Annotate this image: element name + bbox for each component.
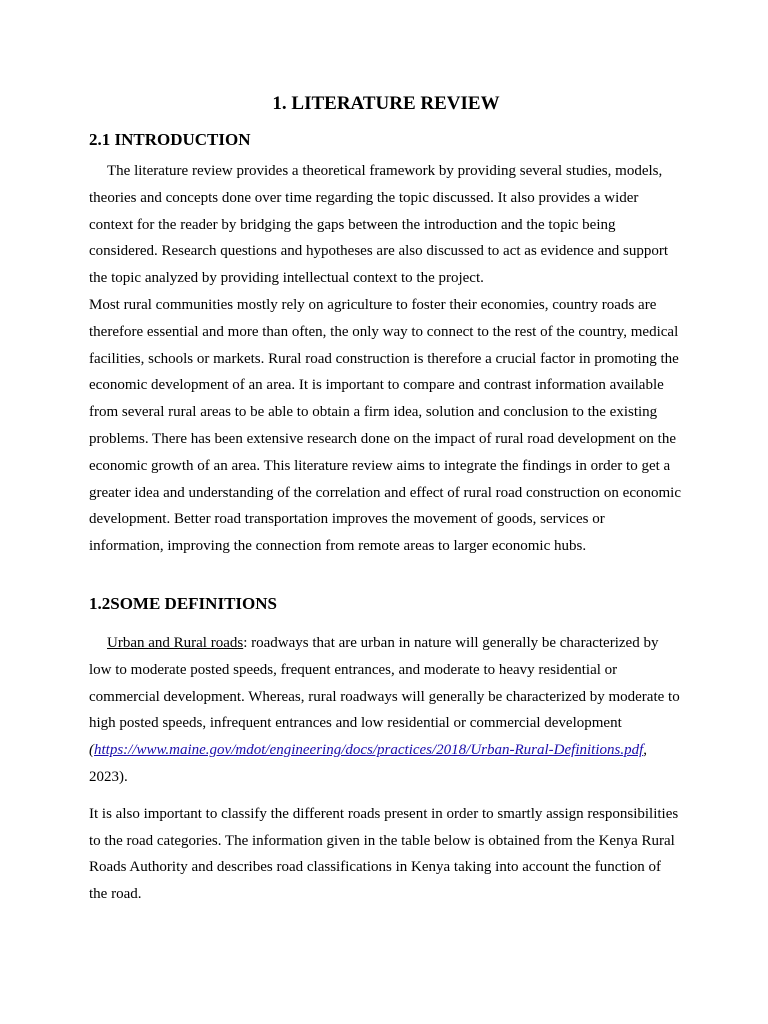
chapter-title: 1. LITERATURE REVIEW <box>272 93 500 114</box>
citation-open-paren: ( <box>89 742 94 759</box>
section-heading-definitions: 1.2SOME DEFINITIONS <box>89 593 277 613</box>
citation-year: , 2023). <box>89 742 648 785</box>
classification-paragraph: It is also important to classify the different roads present in order to smartly assign responsibilities to the road categories. The information given in the table below is obtained from the Kenya Rural Roads Authority and describes road classifications in Kenya taking into account the function of the road. <box>89 805 679 903</box>
intro-paragraph-2: Most rural communities mostly rely on agriculture to foster their economies, country roads are therefore essential and more than often, the only way to connect to the rest of the country, medical facilities, schools or markets. Rural road construction is therefore a crucial factor in promoting the economic development of an area. It is important to compare and contrast information available from several rural areas to be able to obtain a firm idea, solution and conclusion to the existing problems. There has been extensive research done on the impact of rural road development on the economic growth of an area. This literature review aims to integrate the findings in order to get a greater idea and understanding of the correlation and effect of rural road construction on economic development. Better road transportation improves the movement of goods, services or information, improving the connection from remote areas to larger economic hubs. <box>89 296 681 555</box>
document-page <box>89 90 683 908</box>
intro-paragraph-1: The literature review provides a theoretical framework by providing several studies, models, theories and concepts done over time regarding the topic discussed. It also provides a wider context for the reader by bridging the gaps between the introduction and the topic being considered. Research questions and hypotheses are also discussed to act as evidence and support the topic analyzed by providing intellectual context to the project. <box>89 163 668 287</box>
citation-link[interactable]: https://www.maine.gov/mdot/engineering/docs/practices/2018/Urban-Rural-Definitions.pdf <box>94 742 644 759</box>
definition-paragraph <box>89 630 683 791</box>
definition-term: Urban and Rural roads <box>107 634 244 651</box>
section-heading-introduction: 2.1 INTRODUCTION <box>89 130 251 149</box>
definition-text: : roadways that are urban in nature will generally be characterized by low to moderate posted speeds, frequent entrances, and moderate to heavy residential or commercial development. Whereas, rural roadways will generally be characterized by moderate to high posted speeds, infrequent entrances and low residential or commercial development <box>89 634 680 732</box>
